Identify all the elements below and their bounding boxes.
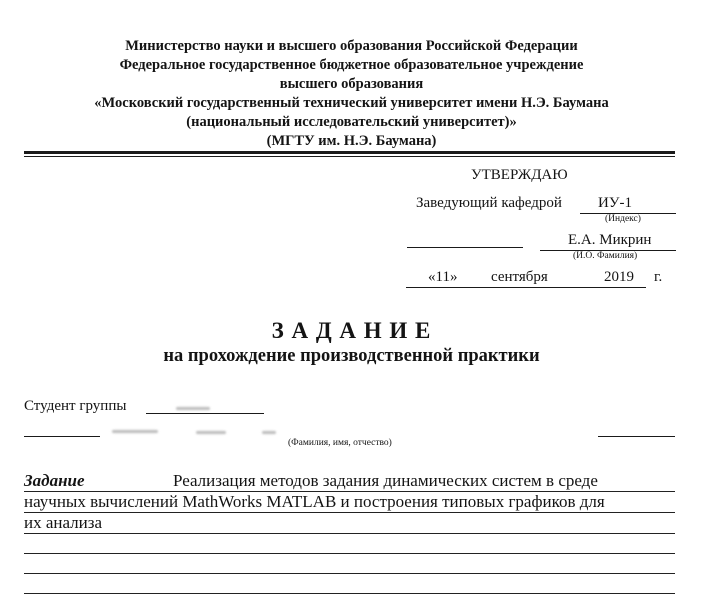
institution-type-line: Федеральное государственное бюджетное образовательное учреждение <box>119 57 584 73</box>
index-caption: (Индекс) <box>605 214 641 224</box>
task-ruled-line <box>24 533 675 534</box>
year-suffix: г. <box>654 269 663 285</box>
approval-year: 2019 <box>604 269 634 285</box>
redacted-name-part <box>112 430 158 433</box>
student-name-line-left <box>24 436 100 437</box>
task-label: Задание <box>24 471 85 490</box>
education-level-line: высшего образования <box>279 76 424 92</box>
student-name-line-right <box>598 436 675 437</box>
university-short-name: (МГТУ им. Н.Э. Баумана) <box>266 133 437 149</box>
department-index-value: ИУ-1 <box>598 195 632 211</box>
task-text-line3: их анализа <box>24 513 103 532</box>
approval-day: «11» <box>428 269 458 285</box>
redacted-name-part <box>196 431 226 434</box>
task-text-line2: научных вычислений MathWorks MATLAB и построения типовых графиков для <box>24 492 605 511</box>
task-ruled-line <box>24 553 675 554</box>
date-line <box>406 287 646 288</box>
student-group-label: Студент группы <box>24 398 127 414</box>
approve-label: УТВЕРЖДАЮ <box>471 167 568 183</box>
ministry-line: Министерство науки и высшего образования Российской Федерации <box>125 38 578 54</box>
header-divider-thin <box>24 156 675 157</box>
redacted-name-part <box>262 431 276 434</box>
fio-caption: (Фамилия, имя, отчество) <box>288 438 392 448</box>
document-title: З А Д А Н И Е <box>271 318 432 343</box>
task-ruled-line <box>24 573 675 574</box>
department-head-label: Заведующий кафедрой <box>416 195 562 211</box>
header-divider-thick <box>24 151 675 154</box>
task-ruled-line <box>24 512 675 513</box>
name-caption: (И.О. Фамилия) <box>573 251 638 261</box>
student-group-line <box>146 413 264 414</box>
redacted-group <box>176 407 210 410</box>
signature-line <box>407 247 523 248</box>
task-ruled-line <box>24 593 675 594</box>
document-subtitle: на прохождение производственной практики <box>163 346 540 366</box>
task-text-line1: Реализация методов задания динамических систем в среде <box>173 471 598 490</box>
university-status-line: (национальный исследовательский университет)» <box>186 114 517 130</box>
department-head-name: Е.А. Микрин <box>568 232 652 248</box>
university-name-line: «Московский государственный технический университет имени Н.Э. Баумана <box>94 95 609 111</box>
approval-month: сентября <box>491 269 548 285</box>
